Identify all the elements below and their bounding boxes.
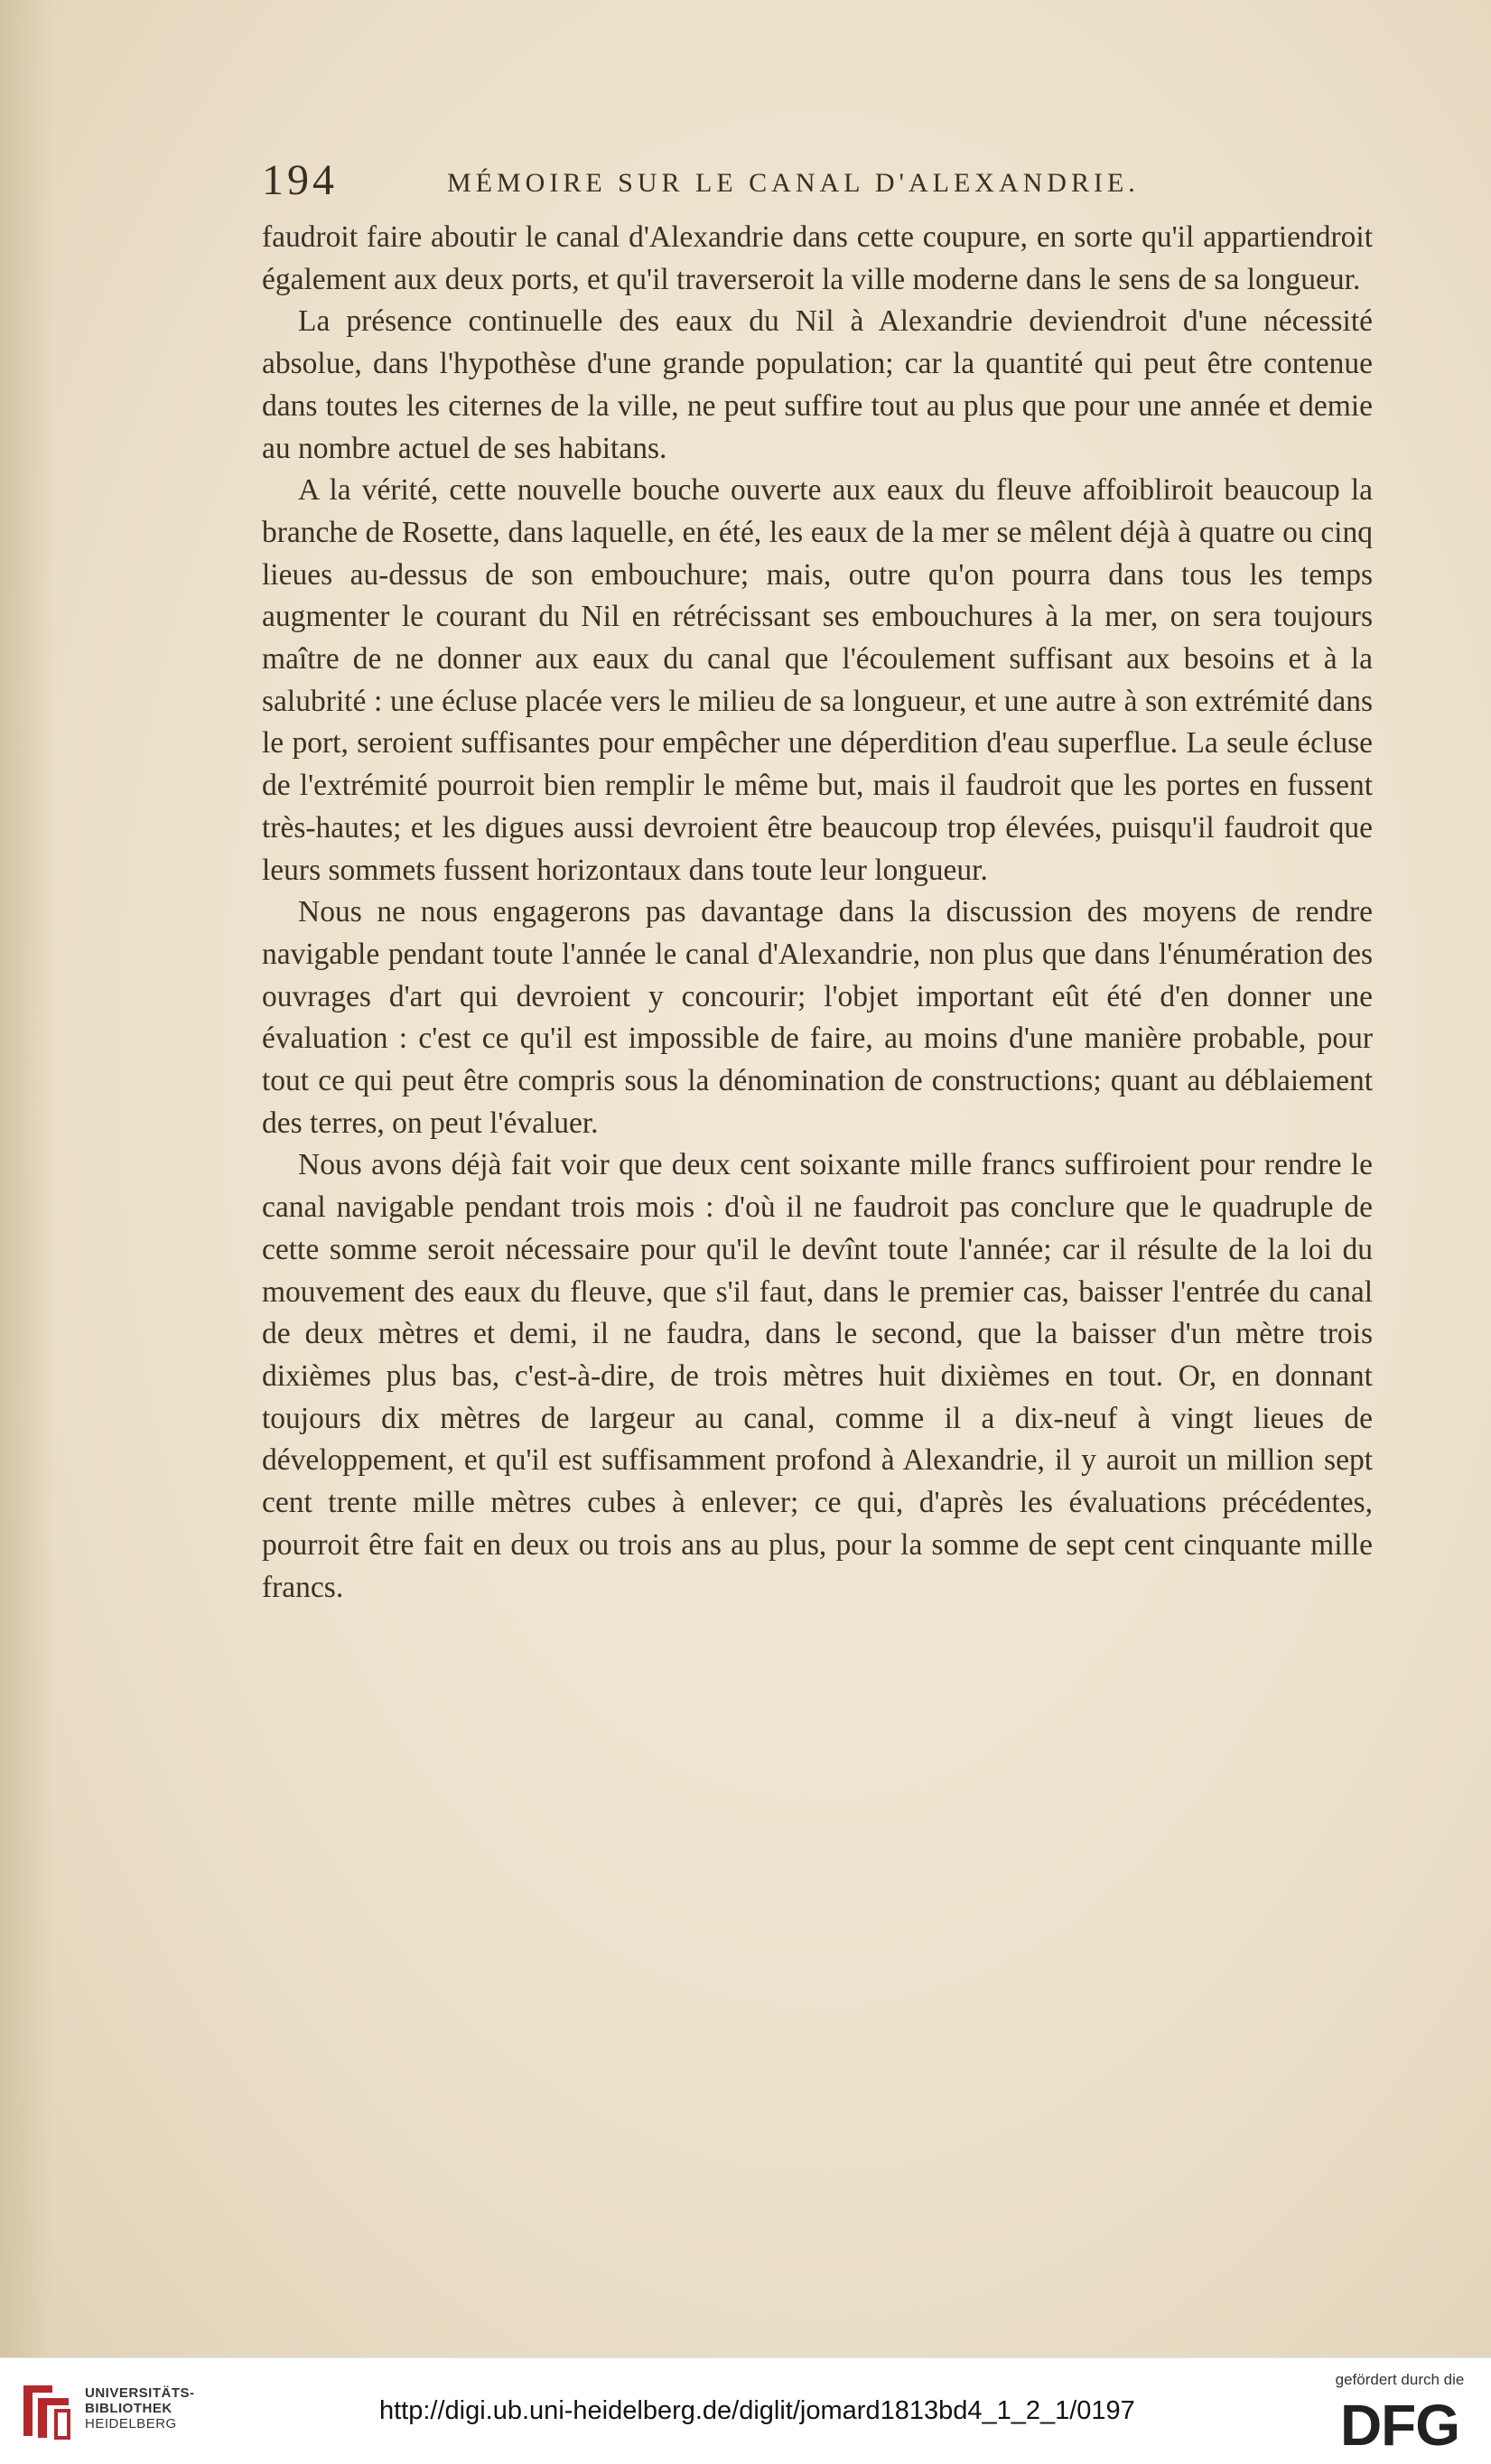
paragraph-continuation: faudroit faire aboutir le canal d'Alexandrie dans cette coupure, en sorte qu'il appartiendroit également aux deux ports, et qu'il traverseroit la ville moderne dans le sens de sa longueur. (262, 220, 1373, 296)
body-text (262, 217, 1373, 1609)
paragraph: Nous avons déjà fait voir que deux cent soixante mille francs suffiroient pour rendre le canal navigable pendant trois mois : d'où il ne faudroit pas conclure que le quadruple de cette somme seroit nécessaire pour qu'il le devînt toute l'année; car il résulte de la loi du mouvement des eaux du fleuve, que s'il faut, dans le premier cas, baisser l'entrée du canal de deux mètres et demi, il ne faudra, dans le second, que la baisser d'un mètre trois dixièmes plus bas, c'est-à-dire, de trois mètres huit dixièmes en tout. Or, en donnant toujours dix mètres de largeur au canal, comme il a dix-neuf à vingt lieues de développement, et qu'il est suffisamment profond à Alexandrie, il y auroit un million sept cent trente mille mètres cubes à enlever; ce qui, d'après les évaluations précédentes, pourroit être fait en deux ou trois ans au plus, pour la somme de sept cent cinquante mille francs. (262, 1148, 1373, 1604)
permalink-url[interactable]: http://digi.ub.uni-heidelberg.de/diglit/jomard1813bd4_1_2_1/0197 (379, 2396, 1135, 2425)
page-title: MÉMOIRE SUR LE CANAL D'ALEXANDRIE. (447, 168, 1140, 198)
dfg-logo: DFG (1339, 2393, 1460, 2458)
library-name-line2: BIBLIOTHEK (85, 2401, 172, 2416)
paragraph: La présence continuelle des eaux du Nil à Alexandrie deviendroit d'une nécessité absolue, dans l'hypothèse d'une grande population; car la quantité qui peut être contenue dans toutes les citernes de la ville, ne peut suffire tout au plus que pour une année et demie au nombre actuel de ses habitans. (262, 304, 1373, 465)
page-edge-shadow (0, 0, 54, 2357)
library-name (85, 2385, 195, 2431)
viewer-footer (0, 2357, 1491, 2464)
page-number: 194 (262, 156, 338, 204)
running-head (262, 158, 1192, 203)
library-name-line3: HEIDELBERG (85, 2416, 177, 2431)
paragraph: A la vérité, cette nouvelle bouche ouverte aux eaux du fleuve affoibliroit beaucoup la branche de Rosette, dans laquelle, en été, les eaux de la mer se mêlent déjà à quatre ou cinq lieues au-dessus de son embouchure; mais, outre qu'on pourra dans tous les temps augmenter le courant du Nil en rétrécissant ses embouchures à la mer, on sera toujours maître de ne donner aux eaux du canal que l'écoulement suffisant aux besoins et à la salubrité : une écluse placée vers le milieu de sa longueur, et une autre à son extrémité dans le port, seroient suffisantes pour empêcher une déperdition d'eau superflue. La seule écluse de l'extrémité pourroit bien remplir le même but, mais il faudroit que les portes en fussent très-hautes; et les digues aussi devroient être beaucoup trop élevées, puisqu'il faudroit que leurs sommets fussent horizontaux dans toute leur longueur. (262, 473, 1373, 887)
university-library-logo-icon (16, 2380, 76, 2443)
paragraph: Nous ne nous engagerons pas davantage dans la discussion des moyens de rendre navigable pendant toute l'année le canal d'Alexandrie, non plus que dans l'énumération des ouvrages d'art qui devroient y concourir; l'objet important eût été d'en donner une évaluation : c'est ce qu'il est impossible de faire, au moins d'une manière probable, pour tout ce qui peut être compris sous la dénomination de constructions; quant au déblaiement des terres, on peut l'évaluer. (262, 895, 1373, 1140)
funding-note: gefördert durch die (1335, 2371, 1465, 2388)
library-name-line1: UNIVERSITÄTS- (85, 2385, 195, 2401)
